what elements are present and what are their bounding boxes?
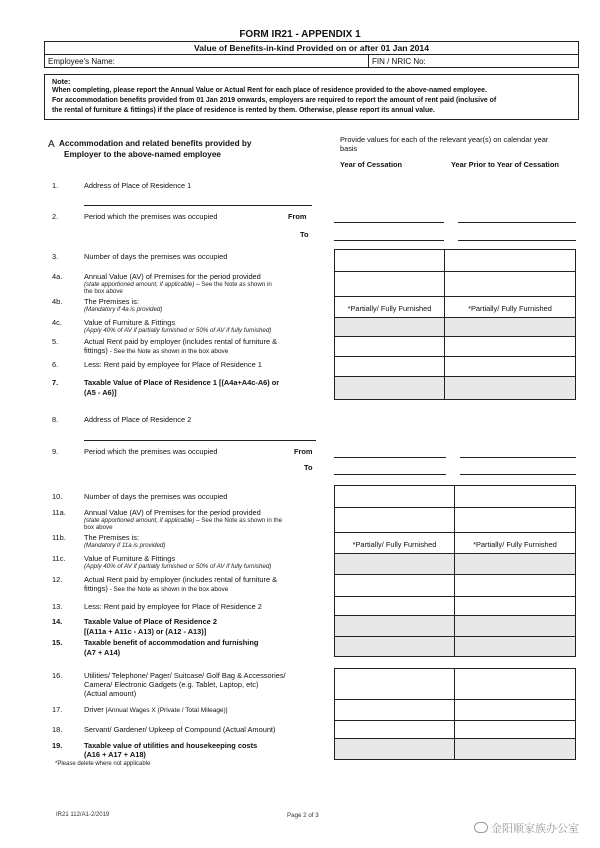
row-number: 14. (52, 617, 63, 626)
r14-col2 (454, 615, 576, 637)
period1-to-col1[interactable] (334, 240, 444, 241)
row-19-label-2: (A16 + A17 + A18) (84, 750, 146, 759)
r3-col1[interactable] (334, 249, 445, 272)
row-number: 15. (52, 638, 63, 647)
r4c-col2 (444, 317, 576, 337)
row-14-label-2: [(A11a + A11c - A13) or (A12 - A13)] (84, 627, 207, 636)
col-year-prior: Year Prior to Year of Cessation (451, 160, 559, 169)
form-subtitle: Value of Benefits-in-kind Provided on or after 01 Jan 2014 (194, 43, 429, 53)
fin-field[interactable] (440, 55, 576, 67)
row-4c-label: Value of Furniture & Fittings (84, 318, 176, 327)
r11a-col2[interactable] (454, 507, 576, 533)
r10-col2[interactable] (454, 485, 576, 508)
provide-text-1: Provide values for each of the relevant year(s) on calendar year (340, 135, 549, 144)
r16-col2[interactable] (454, 668, 576, 700)
row-number: 16. (52, 671, 63, 680)
r12-col1[interactable] (334, 574, 455, 597)
fin-label: FIN / NRIC No: (372, 57, 426, 66)
row-11a-note-2: box above (84, 524, 113, 531)
row-number: 13. (52, 602, 63, 611)
r6-col2[interactable] (444, 356, 576, 377)
row-number: 7. (52, 378, 59, 387)
row-16-label-2: Camera/ Electronic Gadgets (e.g. Tablet, Laptop, etc) (84, 680, 259, 689)
row-11b-note: (Mandatory if 11a is provided) (84, 542, 166, 549)
r18-col2[interactable] (454, 720, 576, 739)
row-13-label: Less: Rent paid by employee for Place of Residence 2 (84, 602, 262, 611)
row-number: 4a. (52, 272, 63, 281)
period1-from-col1[interactable] (334, 222, 444, 223)
row-2-label: Period which the premises was occupied (84, 212, 218, 221)
from-label: From (294, 447, 313, 456)
row-number: 5. (52, 337, 59, 346)
r18-col1[interactable] (334, 720, 455, 739)
row-15-label-2: (A7 + A14) (84, 648, 121, 657)
r5-col2[interactable] (444, 336, 576, 357)
period2-to-col2[interactable] (460, 474, 576, 475)
col-year-of-cessation: Year of Cessation (340, 160, 403, 169)
row-12-label-2: fittings) - See the Note as shown in the box above (84, 584, 229, 593)
page-number: Page 2 of 3 (287, 812, 319, 819)
r15-col1 (334, 636, 455, 657)
watermark: 金阳顺家族办公室 (474, 820, 579, 836)
row-number: 11b. (52, 533, 66, 542)
row-number: 11c. (52, 554, 66, 563)
row-11c-note: (Apply 40% of AV if partially furnished or 50% of AV if fully furnished) (84, 563, 272, 570)
note-line-3: the rental of furniture & fittings) if the place of residence is rented by them. Otherwise, please report its annual value. (52, 107, 435, 114)
r4c-col1 (334, 317, 445, 337)
row-4a-note-2: the box above (84, 288, 123, 295)
row-12-label: Actual Rent paid by employer (includes rental of furniture & (84, 575, 278, 584)
provide-text-2: basis (340, 144, 358, 153)
row-11c-label: Value of Furniture & Fittings (84, 554, 176, 563)
r14-col1 (334, 615, 455, 637)
row-11b-label: The Premises is: (84, 533, 140, 542)
employee-name-field[interactable] (125, 55, 365, 67)
period1-to-col2[interactable] (458, 240, 576, 241)
period2-to-col1[interactable] (334, 474, 446, 475)
row-16-label-3: (Actual amount) (84, 689, 137, 698)
row-6-label: Less: Rent paid by employee for Place of Residence 1 (84, 360, 262, 369)
row-7-label-2: (A5 - A6)] (84, 388, 117, 397)
employee-name-label: Employee's Name: (48, 57, 115, 66)
r17-col2[interactable] (454, 699, 576, 721)
row-16-label: Utilities/ Telephone/ Pager/ Suitcase/ Golf Bag & Accessories/ (84, 671, 286, 680)
row-number: 18. (52, 725, 63, 734)
row-10-label: Number of days the premises was occupied (84, 492, 228, 501)
section-letter: A (48, 139, 55, 150)
period2-from-col2[interactable] (460, 457, 576, 458)
period1-from-col2[interactable] (458, 222, 576, 223)
section-title-1: Accommodation and related benefits provided by (59, 139, 252, 148)
period2-from-col1[interactable] (334, 457, 446, 458)
note-heading: Note: (52, 77, 71, 86)
row-11a-label: Annual Value (AV) of Premises for the period provided (84, 508, 261, 517)
furnished-option[interactable]: *Partially/ Fully Furnished (468, 304, 552, 313)
r7-col1 (334, 376, 445, 400)
r17-col1[interactable] (334, 699, 455, 721)
furnished-option[interactable]: *Partially/ Fully Furnished (352, 540, 437, 549)
form-code: IR21 112/A1-2/2019 (56, 812, 110, 818)
r10-col1[interactable] (334, 485, 455, 508)
row-4b-label: The Premises is: (84, 297, 140, 306)
to-label: To (300, 230, 309, 239)
row-number: 1. (52, 181, 59, 190)
r11c-col1 (334, 553, 455, 575)
row-number: 9. (52, 447, 59, 456)
r13-col1[interactable] (334, 596, 455, 616)
r15-col2 (454, 636, 576, 657)
r19-col1 (334, 738, 455, 760)
r4a-col2[interactable] (444, 271, 576, 297)
row-3-label: Number of days the premises was occupied (84, 252, 228, 261)
row-5-label: Actual Rent paid by employer (includes rental of furniture & (84, 337, 278, 346)
row-7-label: Taxable Value of Place of Residence 1 [(A4a+A4c-A6) or (84, 378, 280, 387)
from-label: From (288, 212, 307, 221)
wechat-icon (474, 822, 488, 833)
r5-col1[interactable] (334, 336, 445, 357)
row-11a-note: (state apportioned amount, if applicable) – See the Note as shown in the (84, 517, 283, 524)
row-number: 8. (52, 415, 59, 424)
r19-col2 (454, 738, 576, 760)
footnote: *Please delete where not applicable (55, 761, 151, 767)
row-number: 11a. (52, 508, 66, 517)
row-15-label: Taxable benefit of accommodation and furnishing (84, 638, 259, 647)
row-number: 4b. (52, 297, 63, 306)
r16-col1[interactable] (334, 668, 455, 700)
row-number: 12. (52, 575, 63, 584)
row-8-label: Address of Place of Residence 2 (84, 415, 192, 424)
furnished-option[interactable]: *Partially/ Fully Furnished (347, 304, 432, 313)
address-1-line[interactable] (84, 205, 312, 206)
row-14-label: Taxable Value of Place of Residence 2 (84, 617, 217, 626)
r4a-col1[interactable] (334, 271, 445, 297)
row-number: 2. (52, 212, 59, 221)
row-number: 17. (52, 705, 63, 714)
r12-col2[interactable] (454, 574, 576, 597)
form-title: FORM IR21 - APPENDIX 1 (239, 29, 361, 40)
row-1-label: Address of Place of Residence 1 (84, 181, 192, 190)
r11a-col1[interactable] (334, 507, 455, 533)
r3-col2[interactable] (444, 249, 576, 272)
row-4b-note: (Mandatory if 4a is provided) (84, 306, 163, 313)
row-number: 4c. (52, 318, 62, 327)
section-title-2: Employer to the above-named employee (64, 150, 221, 159)
note-line-1: When completing, please report the Annual Value or Actual Rent for each place of residence provided to the above-named employee. (52, 87, 487, 94)
row-18-label: Servant/ Gardener/ Upkeep of Compound (Actual Amount) (84, 725, 276, 734)
row-4a-label: Annual Value (AV) of Premises for the period provided (84, 272, 261, 281)
row-5-label-2: fittings) - See the Note as shown in the box above (84, 346, 229, 355)
row-4c-note: (Apply 40% of AV if partially furnished or 50% of AV if fully furnished) (84, 327, 272, 334)
row-19-label: Taxable value of utilities and housekeeping costs (84, 741, 258, 750)
row-number: 3. (52, 252, 59, 261)
furnished-option[interactable]: *Partially/ Fully Furnished (473, 540, 557, 549)
row-number: 19. (52, 741, 63, 750)
r11c-col2 (454, 553, 576, 575)
to-label: To (304, 463, 313, 472)
row-number: 6. (52, 360, 59, 369)
row-number: 10. (52, 492, 63, 501)
row-17-label: Driver [Annual Wages X (Private / Total Mileage)] (84, 705, 228, 714)
row-9-label: Period which the premises was occupied (84, 447, 218, 456)
row-4a-note: (state apportioned amount, if applicable) – See the Note as shown in (84, 281, 272, 288)
address-2-line[interactable] (84, 440, 316, 441)
note-line-2: For accommodation benefits provided from 01 Jan 2019 onwards, employers are required to report the amount of rent paid (inclusive of (52, 97, 497, 104)
r6-col1[interactable] (334, 356, 445, 377)
r13-col2[interactable] (454, 596, 576, 616)
r7-col2 (444, 376, 576, 400)
